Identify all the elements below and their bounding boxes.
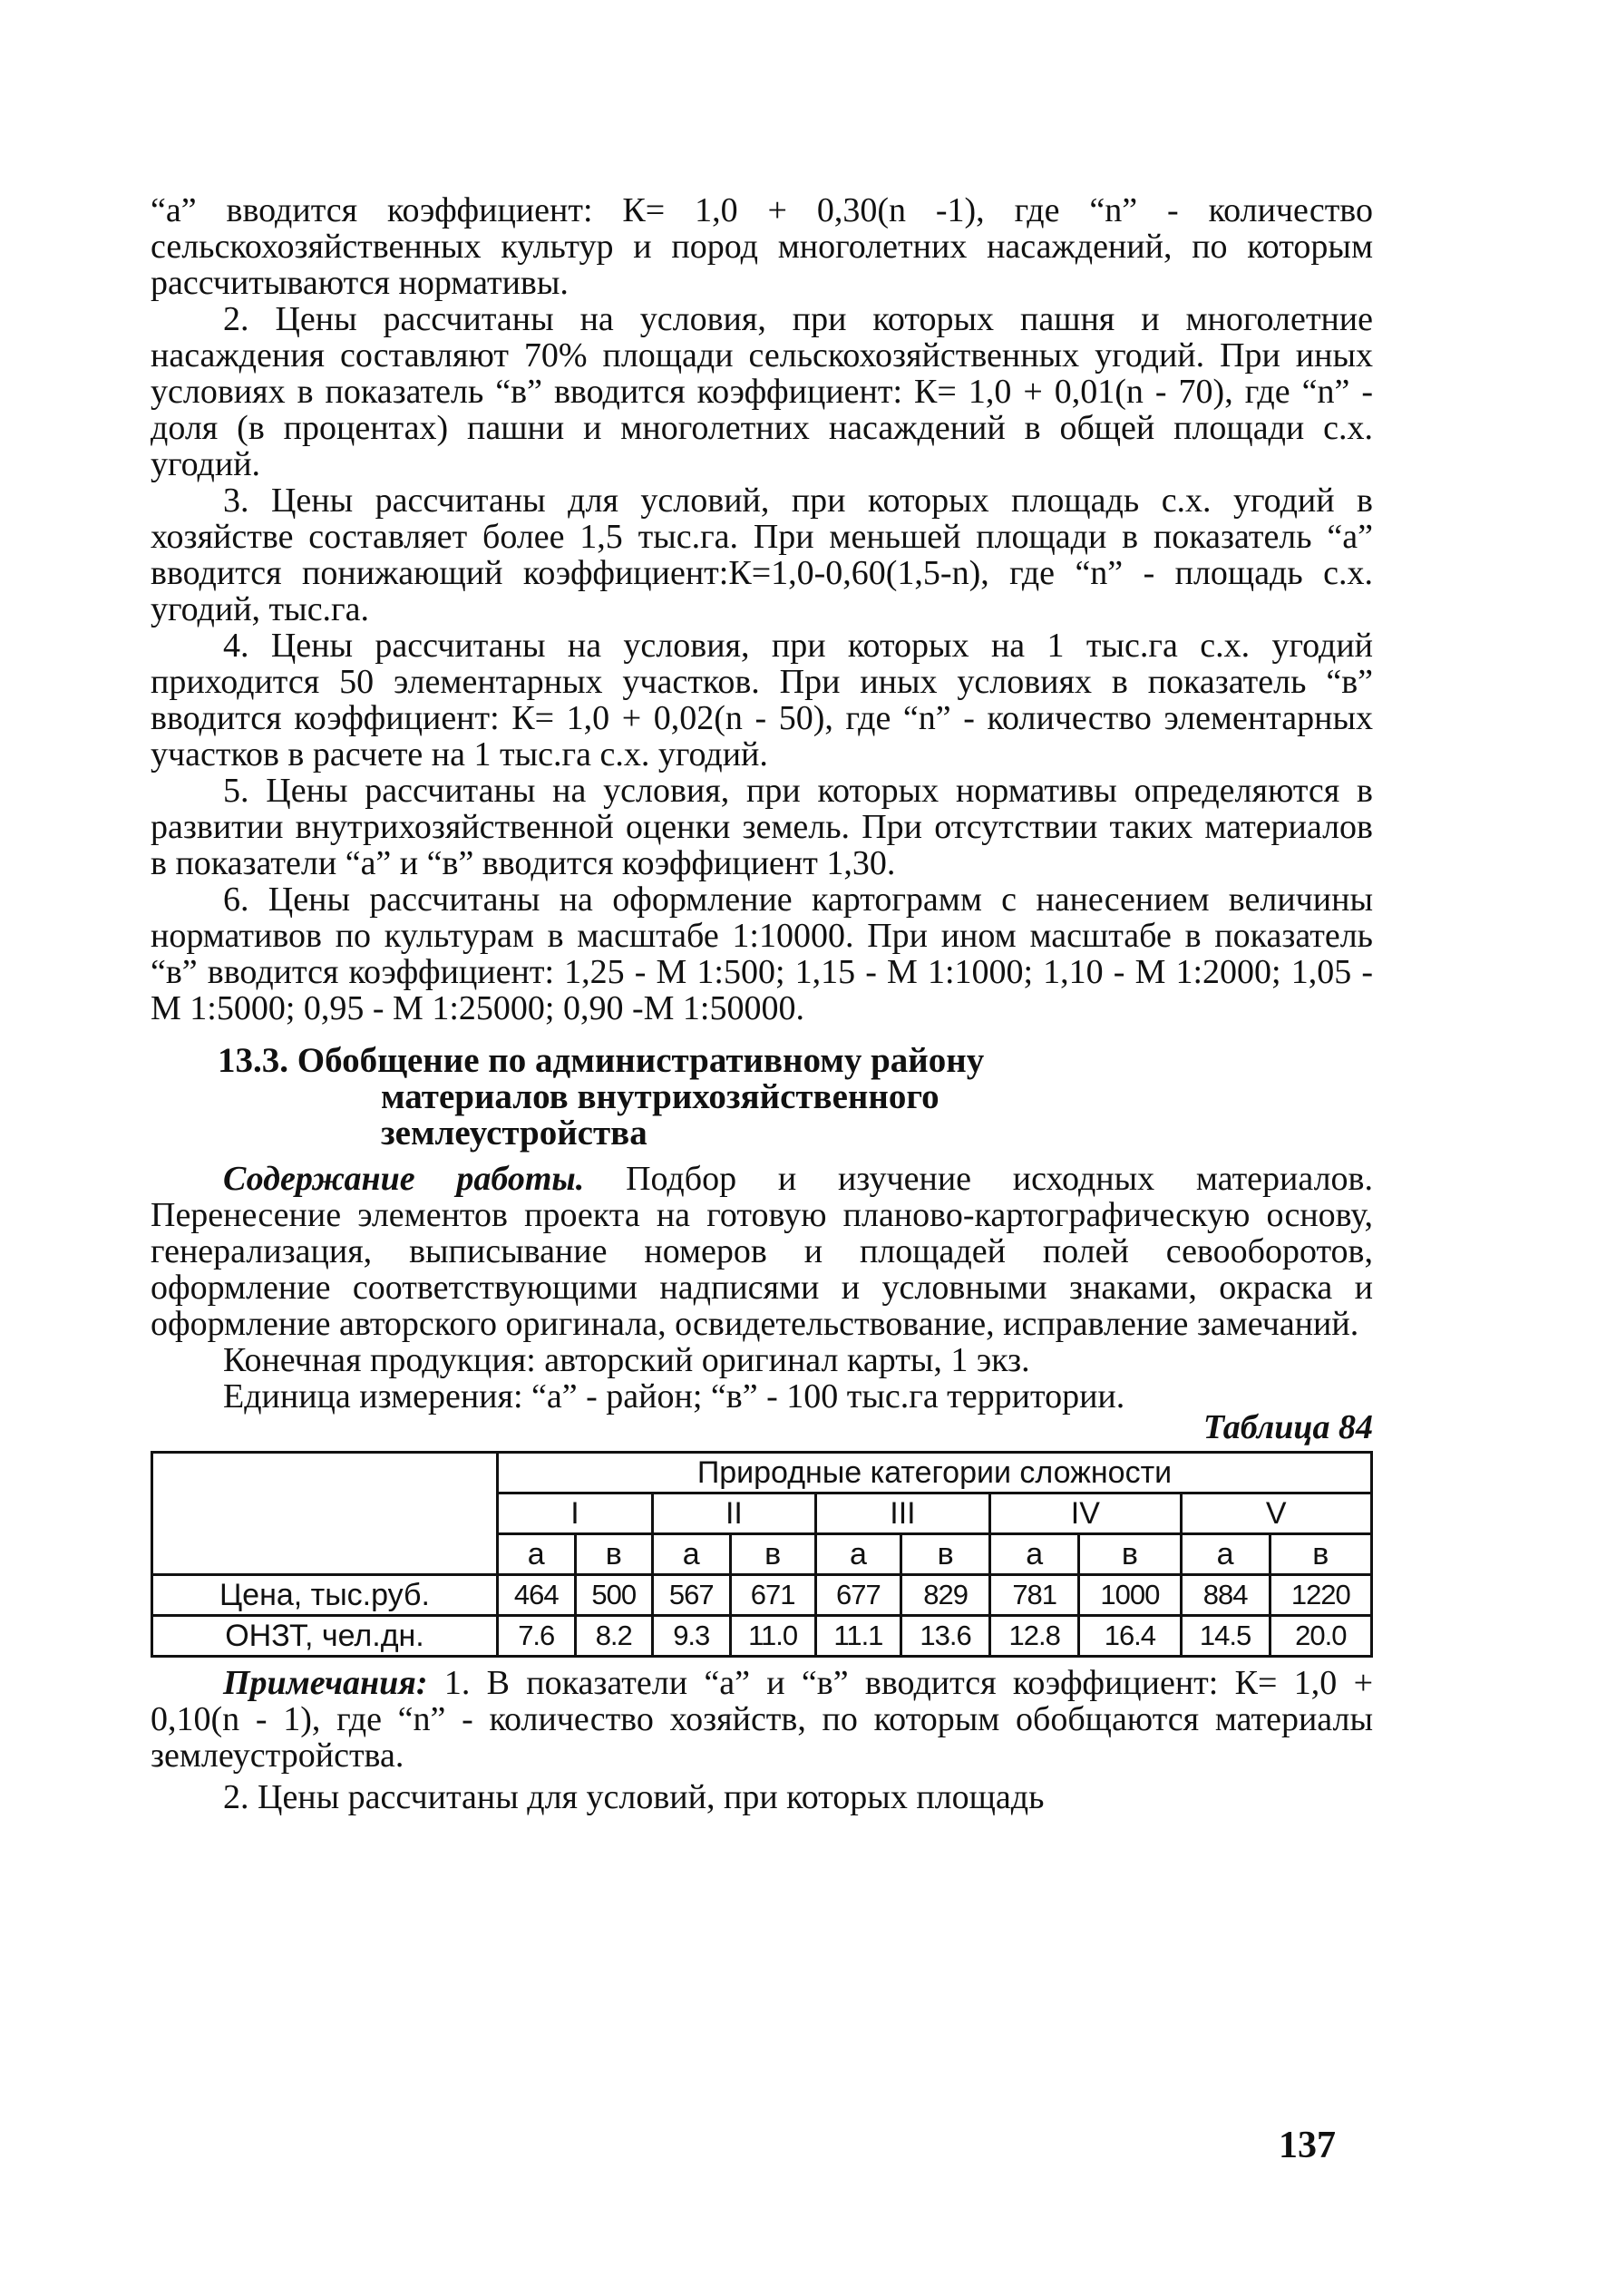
table-cell: 11.0 [730, 1616, 815, 1657]
unit-line: Единица измерения: “а” - район; “в” - 100 тыс.га территории. [223, 1377, 1125, 1416]
table-row-labor [152, 1616, 1372, 1657]
content-text: Подбор и изучение исходных материалов. Перенесение элементов проекта на готовую планово-картографическую основу, генерализация, выписывание номеров и площадей полей севооборотов, оформление соответствующими надписями и условными знаками, окраска и оформление авторского оригинала, освидетельствование, исправление замечаний. [151, 1160, 1373, 1343]
content-paragraph [151, 1161, 1373, 1342]
table-cell: 9.3 [653, 1616, 731, 1657]
subcol-header: а [498, 1534, 576, 1575]
note-2: 2. Цены рассчитаны для условий, при которых площадь [223, 1778, 1045, 1816]
table-cell: 13.6 [901, 1616, 990, 1657]
table-cell: 1000 [1079, 1575, 1181, 1616]
subcol-header: в [1079, 1534, 1181, 1575]
row-label: ОНЗТ, чел.дн. [152, 1616, 498, 1657]
section-heading [151, 1043, 1373, 1152]
table-cell: 884 [1181, 1575, 1270, 1616]
section-heading-line2: материалов внутрихозяйственного [381, 1077, 939, 1116]
table-cell: 1220 [1270, 1575, 1371, 1616]
page-number: 137 [1279, 2125, 1336, 2166]
table-cell: 677 [815, 1575, 900, 1616]
category-header: I [498, 1493, 653, 1534]
content-label: Содержание работы. [223, 1160, 585, 1198]
category-header: II [653, 1493, 816, 1534]
category-header: V [1181, 1493, 1371, 1534]
table-cell: 11.1 [815, 1616, 900, 1657]
table-cell: 829 [901, 1575, 990, 1616]
table-row-price [152, 1575, 1372, 1616]
subcol-header: в [901, 1534, 990, 1575]
table-header-main: Природные категории сложности [498, 1453, 1372, 1493]
table-caption: Таблица 84 [1202, 1408, 1373, 1446]
subcol-header: а [653, 1534, 731, 1575]
page-body [151, 192, 1373, 1815]
category-header: III [815, 1493, 989, 1534]
subcol-header: а [990, 1534, 1079, 1575]
table-cell: 12.8 [990, 1616, 1079, 1657]
category-header: IV [990, 1493, 1181, 1534]
subcol-header: а [815, 1534, 900, 1575]
subcol-header: в [575, 1534, 653, 1575]
table-cell: 8.2 [575, 1616, 653, 1657]
table-cell: 16.4 [1079, 1616, 1181, 1657]
paragraph-coef-a: “а” вводится коэффициент: К= 1,0 + 0,30(n -1), где “n” - количество сельскохозяйственных культур и пород многолетних насаждений, по которым рассчитываются нормативы. [151, 191, 1373, 302]
price-table [151, 1451, 1373, 1658]
product-line: Конечная продукция: авторский оригинал карты, 1 экз. [223, 1341, 1030, 1379]
row-label: Цена, тыс.руб. [152, 1575, 498, 1616]
section-heading-line1: 13.3. Обобщение по административному району [218, 1041, 985, 1080]
table-cell: 567 [653, 1575, 731, 1616]
table-cell: 7.6 [498, 1616, 576, 1657]
paragraph-note-6: 6. Цены рассчитаны на оформление картограмм с нанесением величины нормативов по культурам в масштабе 1:10000. При ином масштабе в показатель “в” вводится коэффициент: 1,25 - М 1:500; 1,15 - М 1:1000; 1,10 - М 1:2000; 1,05 - М 1:5000; 0,95 - М 1:25000; 0,90 -М 1:50000. [151, 880, 1373, 1027]
paragraph-note-5: 5. Цены рассчитаны на условия, при которых нормативы определяются в развитии внутрихозяйственной оценки земель. При отсутствии таких материалов в показатели “а” и “в” вводится коэффициент 1,30. [151, 772, 1373, 882]
table-cell: 671 [730, 1575, 815, 1616]
table-corner-cell [152, 1453, 498, 1575]
paragraph-note-2: 2. Цены рассчитаны на условия, при которых пашня и многолетние насаждения составляют 70% площади сельскохозяйственных угодий. При иных условиях в показатель “в” вводится коэффициент: К= 1,0 + 0,01(n - 70), где “n” - доля (в процентах) пашни и многолетних насаждений в общей площади с.х. угодий. [151, 300, 1373, 483]
table-cell: 781 [990, 1575, 1079, 1616]
table-cell: 14.5 [1181, 1616, 1270, 1657]
table-header-row-1 [152, 1453, 1372, 1493]
table-cell: 20.0 [1270, 1616, 1371, 1657]
section-heading-line3: землеустройства [381, 1114, 647, 1153]
paragraph-note-4: 4. Цены рассчитаны на условия, при которых на 1 тыс.га с.х. угодий приходится 50 элементарных участков. При иных условиях в показатель “в” вводится коэффициент: К= 1,0 + 0,02(n - 50), где “n” - количество элементарных участков в расчете на 1 тыс.га с.х. угодий. [151, 627, 1373, 773]
notes-block [151, 1665, 1373, 1815]
subcol-header: а [1181, 1534, 1270, 1575]
note-1-text: 1. В показатели “а” и “в” вводится коэффициент: К= 1,0 + 0,10(n - 1), где “n” - количество хозяйств, по которым обобщаются материалы землеустройства. [151, 1664, 1373, 1775]
table-cell: 464 [498, 1575, 576, 1616]
table-cell: 500 [575, 1575, 653, 1616]
subcol-header: в [730, 1534, 815, 1575]
notes-label: Примечания: [223, 1664, 428, 1702]
note-1 [151, 1665, 1373, 1774]
subcol-header: в [1270, 1534, 1371, 1575]
paragraph-note-3: 3. Цены рассчитаны для условий, при которых площадь с.х. угодий в хозяйстве составляет более 1,5 тыс.га. При меньшей площади в показатель “а” вводится понижающий коэффициент:К=1,0-0,60(1,5-n), где “n” - площадь с.х. угодий, тыс.га. [151, 482, 1373, 628]
